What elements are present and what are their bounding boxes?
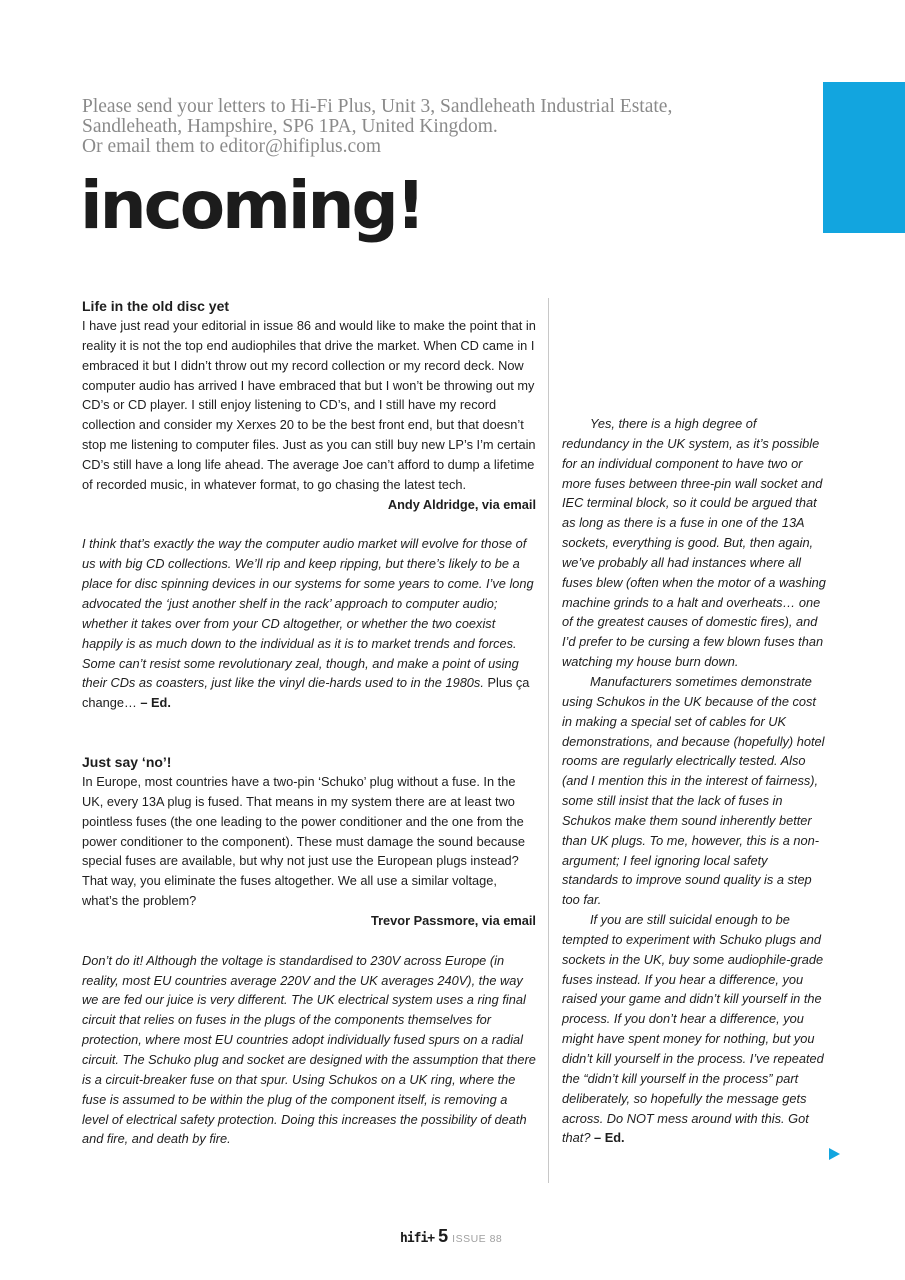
address-line-1: Please send your letters to Hi-Fi Plus, Unit 3, Sandleheath Industrial Estate,: [82, 96, 673, 117]
letter2-reply: Don’t do it! Although the voltage is standardised to 230V across Europe (in reality, most EU countries average 220V and the UK averages 240V), the way we are fed our juice is very different. The UK electrical system uses a ring final circuit that relies on fuses in the plugs of the components themselves for protection, where most EU countries adopt individually fused spurs on a radial circuit. The Schuko plug and socket are designed with the assumption that there is a circuit-breaker fuse on that spur. Using Schukos on a UK ring, where the fuse is assumed to be within the plug of the component itself, is removing a level of electrical safety protection. Doing this increases the possibility of death and fire, and death by fire.: [82, 952, 536, 1147]
magazine-logo: hifi+: [400, 1231, 435, 1246]
page-footer: [400, 1226, 502, 1246]
letter1-reply-text: I think that’s exactly the way the computer audio market will evolve for those of us with big CD collections. We’ll rip and keep ripping, but there’s likely to be a place for disc spinning devices in our systems for some years to come. I’ve long advocated the ‘just another shelf in the rack’ approach to computer audio; whether it takes over from your CD altogether, or whether the two coexist happily is as much down to the individual as it is to market trends and forces. Some can’t resist some revolutionary zeal, though, and make a point of using their CDs as coasters, just like the vinyl die-hards used to in the 1980s.: [82, 536, 534, 691]
letter1-signature: Andy Aldridge, via email: [387, 496, 536, 512]
triangle-right-icon: [829, 1148, 840, 1160]
letter1-title: Life in the old disc yet: [82, 298, 230, 314]
letter1-reply: [82, 534, 536, 713]
letters-address-block: [82, 97, 782, 157]
column-divider: [548, 298, 549, 1183]
page-number: 5: [438, 1226, 449, 1246]
right-column: [562, 414, 826, 1148]
spacer: [82, 713, 536, 752]
editor-signoff: – Ed.: [136, 695, 171, 711]
left-column: [82, 296, 536, 1149]
letter1-body: I have just read your editorial in issue 86 and would like to make the point that in reality it is not the top end audiophiles that drive the market. When CD came in I embraced it but I didn’t throw out my record collection or my record deck. Now computer audio has arrived I have embraced that but I won’t be throwing out my CD’s or CD player. I still enjoy listening to CD’s, and I still have my record collection and consider my Xerxes 20 to be the best front end, but that doesn’t stop me listening to computer files. Just as you can still buy new LP’s I’m certain CD’s still have a long life ahead. The average Joe can’t afford to dump a lifetime of recorded music, in whatever format, to go chasing the latest tech.: [82, 318, 536, 492]
reply-paragraph-1: Yes, there is a high degree of redundancy in the UK system, as it’s possible for an individual component to have two or more fuses between three-pin wall socket and IEC terminal block, so it could be argued that as long as there is a fuse in one of the 13A sockets, everything is good. But, then again, we’ve probably all had instances where all fuses blew (often when the motor of a washing machine grinds to a halt and overheats… one of the greatest causes of domestic fires), and I’d prefer to be cursing a few blown fuses than watching my house burn down.: [562, 416, 826, 670]
letter2-title: Just say ‘no’!: [82, 754, 172, 771]
address-line-2: Sandleheath, Hampshire, SP6 1PA, United Kingdom.: [82, 116, 498, 137]
letter2-signature: Trevor Passmore, via email: [370, 912, 536, 928]
reply-paragraph-2: Manufacturers sometimes demonstrate using Schukos in the UK because of the cost in making a special set of cables for UK demonstrations, and because (hopefully) hotel rooms are regularly electrically tested. Also (and I mention this in the interest of fairness), some still insist that the lack of fuses in Schukos make them sound inherently better than UK plugs. To me, however, this is a non-argument; I feel ignoring local safety standards to improve sound quality is a step too far.: [562, 673, 825, 908]
letter2-body: In Europe, most countries have a two-pin ‘Schuko’ plug without a fuse. In the UK, every 13A plug is fused. That means in my system there are at least two pointless fuses (the one leading to the power conditioner and the one from the power conditioner to the component). These must damage the sound because special fuses are available, but why not just use the European plugs instead? That way, you eliminate the fuses altogether. We all use a similar voltage, what’s the problem?: [82, 774, 525, 909]
spacer: [82, 514, 536, 534]
spacer: [82, 931, 536, 951]
issue-label: ISSUE 88: [452, 1233, 503, 1245]
address-line-3: Or email them to editor@hifiplus.com: [82, 136, 382, 157]
page-headline: incoming!: [80, 167, 423, 244]
reply-paragraph-3: [562, 910, 826, 1148]
section-color-tab: [823, 82, 905, 233]
letter1-reply-tail: Plus ça change…: [82, 675, 530, 711]
editor-signoff: – Ed.: [590, 1130, 625, 1146]
reply-paragraph-3-text: If you are still suicidal enough to be tempted to experiment with Schuko plugs and sockets in the UK, buy some audiophile-grade fuses instead. If you hear a difference, you raised your game and didn’t kill yourself in the process. If you don’t hear a difference, you might have spent money for nothing, but you didn’t kill yourself in the process. I’ve repeated the “didn’t kill yourself in the process” part deliberately, so hopefully the message gets across. Do NOT mess around with this. Got that?: [562, 912, 824, 1146]
